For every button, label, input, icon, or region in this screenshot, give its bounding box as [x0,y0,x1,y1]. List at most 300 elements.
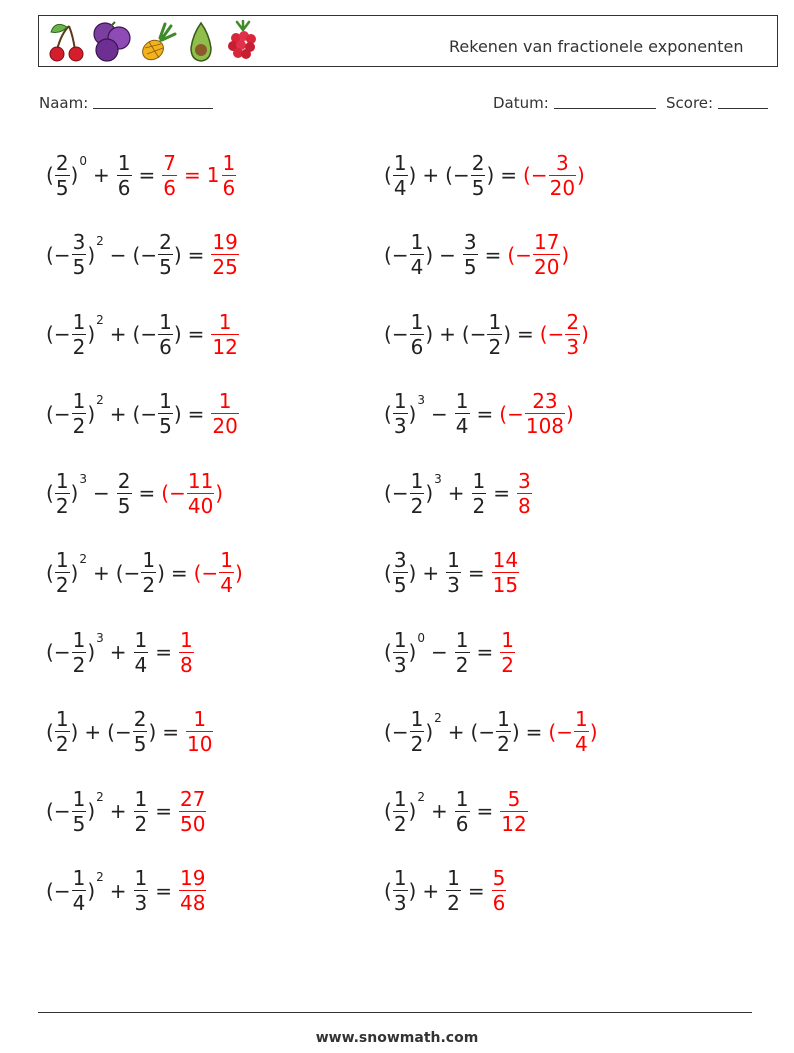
parenthesis: ( [499,401,508,426]
parenthesis: ( [384,640,392,664]
denominator: 4 [455,414,469,438]
denominator: 5 [117,493,131,518]
exponent: 2 [96,790,104,804]
minus-sign: − [201,560,219,585]
parenthesis: ) [70,560,79,585]
operator: = [476,640,494,664]
parenthesis: ( [470,719,479,744]
numerator: 1 [72,309,86,334]
answer [210,230,239,279]
fraction [179,787,206,836]
operator: = [184,163,201,187]
numerator: 5 [492,866,506,890]
parenthesis: ) [234,560,243,585]
numerator: 3 [518,468,531,493]
problem [46,225,240,285]
numerator: 1 [220,548,233,572]
operator: = [155,878,173,903]
denominator: 2 [72,414,86,438]
numerator: 2 [566,309,580,334]
numerator: 7 [163,150,176,175]
numerator: 1 [72,866,86,890]
minus-sign: − [391,322,409,346]
numerator: 3 [463,230,477,254]
numerator: 1 [393,150,407,175]
exponent: 3 [79,472,87,486]
minus-sign: − [515,242,532,267]
denominator: 4 [410,255,424,279]
parenthesis: ( [46,560,54,585]
operator: + [93,560,110,585]
parenthesis: ) [70,163,79,187]
parenthesis: ) [408,401,417,426]
minus-sign: − [123,560,141,585]
fraction [446,548,461,597]
denominator: 40 [187,493,214,518]
problem [384,225,569,285]
parenthesis: ( [507,242,516,267]
exponent: 2 [96,313,104,327]
parenthesis: ) [581,322,589,346]
numerator: 1 [455,389,469,413]
problem [384,145,585,205]
operator: = [476,401,494,426]
numerator: 23 [532,389,558,413]
minus-sign: − [53,640,71,664]
operator: − [109,242,127,267]
denominator: 2 [72,334,86,359]
problem [46,145,237,205]
denominator: 4 [134,652,148,677]
denominator: 108 [525,414,565,438]
fraction [134,787,149,836]
numerator: 1 [55,548,69,572]
denominator: 5 [159,414,172,438]
problem [46,463,223,523]
denominator: 48 [180,891,206,915]
exponent: 2 [96,233,104,248]
problem [384,781,529,841]
exponent: 3 [96,631,104,645]
fraction [117,151,132,200]
fraction [393,628,408,677]
date-field[interactable] [493,94,656,112]
operator: − [431,640,448,664]
minus-sign: − [556,719,573,744]
minus-sign: − [169,481,186,505]
answer [499,628,516,677]
minus-sign: − [452,163,470,187]
fraction [517,469,532,518]
fraction [72,866,87,915]
denominator: 3 [393,414,407,438]
fraction [55,548,70,597]
denominator: 4 [393,175,407,200]
answer [491,548,520,597]
numerator: 1 [447,866,460,890]
numerator: 2 [133,707,147,731]
parenthesis: ) [408,878,417,903]
parenthesis: ) [173,401,182,426]
operator: = [467,878,485,903]
operator: = [162,719,180,744]
fraction [55,469,70,518]
minus-sign: − [140,242,158,267]
parenthesis: ) [577,163,585,187]
fraction [393,548,408,597]
fraction [72,230,87,279]
numerator: 1 [488,309,502,334]
parenthesis: ( [384,322,392,346]
operator: = [500,163,518,187]
operator: + [447,719,465,744]
fraction [471,151,486,200]
parenthesis: ) [425,481,434,505]
parenthesis: ) [215,481,224,505]
fraction [565,310,580,359]
minus-sign: − [391,719,409,744]
minus-sign: − [530,163,548,187]
date-line[interactable] [554,94,656,109]
footer-divider [38,1012,752,1013]
operator: + [439,322,456,346]
fraction [186,707,213,756]
denominator: 2 [410,732,424,756]
fraction [179,866,206,915]
problem [46,304,240,364]
numerator: 1 [455,786,469,811]
fraction [455,787,470,836]
parenthesis: ) [70,481,79,505]
fraction [500,628,515,677]
fraction [141,548,156,597]
fraction [72,310,87,359]
fraction [211,310,238,359]
fraction [525,389,565,438]
numerator: 3 [72,230,86,254]
numerator: 1 [447,548,460,572]
operator: + [447,481,465,505]
fraction [410,469,425,518]
parenthesis: ( [46,719,54,744]
problem [46,384,240,444]
parenthesis: ( [445,163,453,187]
fraction [533,230,560,279]
answer [178,866,207,915]
problem [384,622,516,682]
denominator: 20 [533,255,560,279]
answer [194,548,243,597]
denominator: 50 [180,811,206,836]
numerator: 1 [117,150,131,175]
parenthesis: ( [107,719,115,744]
numerator: 1 [222,150,236,175]
numerator: 1 [393,866,407,890]
minus-sign: − [53,799,71,823]
denominator: 2 [501,652,514,677]
parenthesis: ( [539,322,548,346]
numerator: 2 [159,230,172,254]
numerator: 5 [507,786,521,811]
problem [384,384,574,444]
fraction [455,389,470,438]
date-label: Datum: [493,94,549,112]
parenthesis: ( [161,481,170,505]
parenthesis: ) [425,719,434,744]
problem [384,463,533,523]
numerator: 19 [180,866,206,890]
denominator: 8 [180,652,193,677]
fraction [158,389,173,438]
denominator: 3 [134,891,148,915]
problem [384,861,507,921]
operator: = [493,481,511,505]
problem [384,543,520,603]
parenthesis: ( [461,322,470,346]
operator: + [109,640,127,664]
denominator: 2 [497,732,510,756]
minus-sign: − [507,401,524,426]
denominator: 5 [471,175,485,200]
plums-icon [89,20,133,64]
operator: = [517,322,534,346]
denominator: 4 [72,891,86,915]
numerator: 1 [575,707,588,731]
parenthesis: ) [589,719,598,744]
denominator: 2 [72,652,86,677]
exponent: 3 [434,472,442,486]
parenthesis: ( [384,242,392,267]
denominator: 5 [72,811,86,836]
fraction [455,628,470,677]
exponent: 2 [434,710,442,725]
footer-website: www.snowmath.com [315,1030,479,1046]
numerator: 2 [117,468,131,493]
numerator: 3 [393,548,407,572]
minus-sign: − [53,322,71,346]
avocado-icon [183,20,219,64]
exponent: 2 [96,869,104,884]
problem [46,702,214,762]
parenthesis: ) [425,242,434,267]
operator: + [84,719,102,744]
fraction [219,548,234,597]
fraction [158,310,173,359]
parenthesis: ) [157,560,165,585]
fraction [55,707,70,756]
problem [46,622,195,682]
numerator: 1 [55,707,69,731]
parenthesis: ( [384,878,392,903]
minus-sign: − [391,481,409,505]
operator: + [109,401,127,426]
parenthesis: ) [425,322,434,346]
parenthesis: ( [46,481,54,505]
fraction [410,230,425,279]
numerator: 14 [492,548,519,572]
fraction [133,707,148,756]
fraction [487,310,502,359]
denominator: 3 [447,573,460,597]
denominator: 20 [549,175,576,200]
fraction [574,707,589,756]
denominator: 12 [501,811,527,836]
denominator: 2 [393,811,407,836]
numerator: 1 [193,707,207,731]
numerator: 19 [212,230,238,254]
denominator: 2 [472,493,486,518]
minus-sign: − [53,242,71,267]
denominator: 20 [212,414,238,438]
minus-sign: − [53,878,71,903]
denominator: 3 [393,891,407,915]
parenthesis: ( [46,242,54,267]
parenthesis: ) [173,322,182,346]
parenthesis: ) [70,719,79,744]
operator: + [109,322,127,346]
minus-sign: − [140,322,158,346]
problem [46,781,207,841]
answer [210,389,239,438]
numerator: 17 [533,230,560,254]
fraction [72,787,87,836]
denominator: 5 [133,732,147,756]
parenthesis: ) [87,799,96,823]
denominator: 2 [488,334,502,359]
parenthesis: ( [193,560,202,585]
minus-sign: − [469,322,487,346]
denominator: 4 [575,732,588,756]
operator: = [138,481,156,505]
operator: = [170,560,188,585]
parenthesis: ) [486,163,495,187]
numerator: 2 [471,150,485,175]
parenthesis: ( [384,560,392,585]
fraction [187,469,214,518]
fraction [472,469,487,518]
operator: = [476,799,494,823]
denominator: 2 [55,573,69,597]
whole-number: 1 [206,163,220,187]
fraction [162,151,177,200]
problem [384,304,589,364]
answer [499,389,574,438]
denominator: 2 [410,493,424,518]
numerator: 1 [159,389,172,413]
numerator: 1 [497,707,510,731]
denominator: 10 [187,732,213,756]
score-line[interactable] [718,94,768,109]
fraction [134,628,149,677]
answer [491,866,508,915]
cherries-icon [45,20,87,64]
operator: + [431,799,448,823]
parenthesis: ( [46,322,54,346]
fraction [496,707,511,756]
exponent: 0 [417,631,425,645]
numerator: 1 [410,707,424,731]
denominator: 3 [566,334,580,359]
parenthesis: ( [115,560,124,585]
operator: + [109,878,127,903]
parenthesis: ) [87,878,96,903]
operator: = [187,242,205,267]
operator: − [439,242,456,267]
operator: = [187,322,205,346]
parenthesis: ) [408,640,417,664]
parenthesis: ( [384,401,392,426]
fraction [393,389,408,438]
fraction [134,866,149,915]
parenthesis: ( [46,163,54,187]
denominator: 6 [492,891,506,915]
operator: + [422,560,440,585]
numerator: 1 [134,866,148,890]
denominator: 6 [455,811,469,836]
fraction [117,469,132,518]
operator: = [155,799,173,823]
parenthesis: ( [46,799,54,823]
denominator: 5 [55,175,69,200]
numerator: 1 [393,627,407,652]
fraction [492,866,507,915]
denominator: 3 [393,652,407,677]
fraction [55,151,70,200]
numerator: 1 [393,786,407,811]
parenthesis: ) [408,799,417,823]
answer [540,310,589,359]
parenthesis: ( [132,401,141,426]
numerator: 1 [218,309,232,334]
name-field[interactable] [39,94,213,112]
operator: + [422,878,440,903]
fraction [410,707,425,756]
minus-sign: − [53,401,71,426]
numerator: 1 [501,627,514,652]
problem [46,543,243,603]
operator: = [484,242,502,267]
numerator: 1 [159,309,172,334]
fraction [179,628,194,677]
exponent: 2 [96,392,104,407]
operator: = [187,401,205,426]
fraction [393,787,408,836]
worksheet-header [38,15,778,67]
name-line[interactable] [93,94,213,109]
exponent: 3 [417,392,425,407]
numerator: 1 [393,389,407,413]
worksheet-title: Rekenen van fractionele exponenten [449,37,744,56]
denominator: 8 [518,493,531,518]
parenthesis: ( [384,799,392,823]
score-field[interactable] [666,94,768,112]
fraction [500,787,527,836]
operator: + [93,163,110,187]
answer [210,310,239,359]
parenthesis: ) [561,242,570,267]
fraction [549,151,576,200]
parenthesis: ) [87,322,96,346]
denominator: 2 [55,732,69,756]
parenthesis: ( [132,322,141,346]
answer [516,469,533,518]
exponent: 2 [79,551,87,566]
raspberry-icon [223,20,263,64]
numerator: 11 [187,468,214,493]
numerator: 1 [410,468,424,493]
minus-sign: − [391,242,409,267]
numerator: 1 [180,627,193,652]
